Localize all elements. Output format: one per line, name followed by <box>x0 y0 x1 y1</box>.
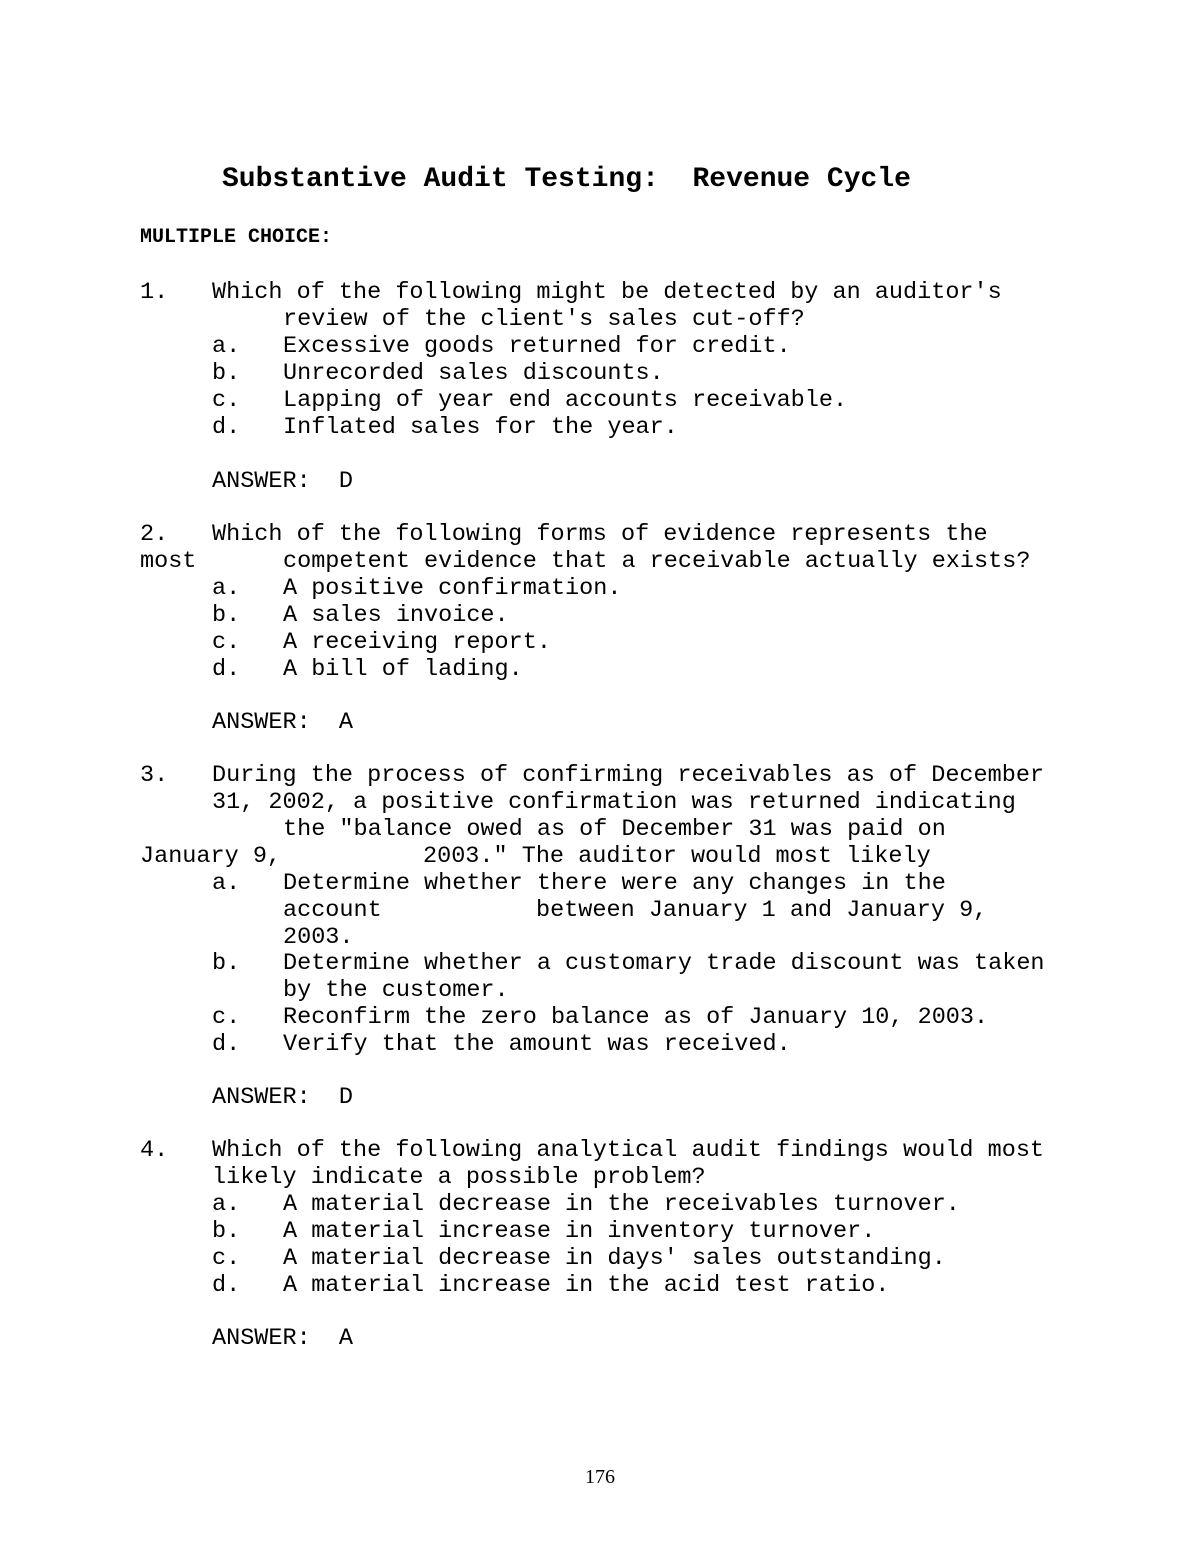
option-text: A material increase in the acid test ratio. <box>283 1272 890 1299</box>
option-letter: b. <box>212 602 241 629</box>
page-number: 176 <box>585 1466 615 1488</box>
answer-line: ANSWER: A <box>212 1325 354 1352</box>
question-stem-line: likely indicate a possible problem? <box>212 1164 706 1191</box>
option-letter: a. <box>212 1191 241 1218</box>
question-stem-line: 2003." The auditor would most likely <box>423 843 931 870</box>
option-text: Determine whether a customary trade discount was taken <box>283 950 1045 977</box>
question-stem-line: Which of the following might be detected by an auditor's <box>212 279 1002 306</box>
option-letter: b. <box>212 360 241 387</box>
option-letter: d. <box>212 656 241 683</box>
option-text: Excessive goods returned for credit. <box>283 333 791 360</box>
option-text: by the customer. <box>283 977 509 1004</box>
question-stem-line: Which of the following forms of evidence represents the <box>212 521 988 548</box>
section-heading: MULTIPLE CHOICE: <box>140 226 333 249</box>
question-stem-line: 31, 2002, a positive confirmation was returned indicating <box>212 789 1016 816</box>
option-letter: c. <box>212 1004 241 1031</box>
option-letter: d. <box>212 1272 241 1299</box>
question-stem-line: January 9, <box>140 843 282 870</box>
option-text: Inflated sales for the year. <box>283 414 678 441</box>
option-text: A material decrease in the receivables turnover. <box>283 1191 960 1218</box>
page-title: Substantive Audit Testing: Revenue Cycle <box>222 164 911 195</box>
question-stem-line: most <box>140 548 197 575</box>
option-letter: d. <box>212 1031 241 1058</box>
option-letter: b. <box>212 1218 241 1245</box>
question-number: 3. <box>140 762 169 789</box>
option-text: account <box>283 897 382 924</box>
answer-line: ANSWER: D <box>212 1084 354 1111</box>
question-number: 4. <box>140 1137 169 1164</box>
option-text: between January 1 and January 9, <box>536 897 988 924</box>
option-text: A bill of lading. <box>283 656 523 683</box>
answer-line: ANSWER: A <box>212 709 354 736</box>
option-text: Determine whether there were any changes in the <box>283 870 946 897</box>
question-stem-line: Which of the following analytical audit findings would most <box>212 1137 1045 1164</box>
option-letter: a. <box>212 575 241 602</box>
option-text: A sales invoice. <box>283 602 509 629</box>
option-letter: b. <box>212 950 241 977</box>
question-number: 1. <box>140 279 169 306</box>
option-text: A positive confirmation. <box>283 575 622 602</box>
question-number: 2. <box>140 521 169 548</box>
option-letter: d. <box>212 414 241 441</box>
answer-line: ANSWER: D <box>212 468 354 495</box>
option-letter: a. <box>212 333 241 360</box>
question-stem-line: the "balance owed as of December 31 was paid on <box>283 816 946 843</box>
option-text: Lapping of year end accounts receivable. <box>283 387 848 414</box>
question-stem-line: competent evidence that a receivable actually exists? <box>283 548 1031 575</box>
option-letter: c. <box>212 1245 241 1272</box>
option-text: 2003. <box>283 924 354 951</box>
option-text: A material increase in inventory turnover. <box>283 1218 876 1245</box>
option-text: Verify that the amount was received. <box>283 1031 791 1058</box>
question-stem-line: review of the client's sales cut-off? <box>283 306 805 333</box>
option-text: A receiving report. <box>283 629 551 656</box>
option-letter: a. <box>212 870 241 897</box>
option-letter: c. <box>212 387 241 414</box>
question-stem-line: During the process of confirming receivables as of December <box>212 762 1045 789</box>
option-letter: c. <box>212 629 241 656</box>
option-text: Unrecorded sales discounts. <box>283 360 664 387</box>
option-text: Reconfirm the zero balance as of January 10, 2003. <box>283 1004 989 1031</box>
option-text: A material decrease in days' sales outstanding. <box>283 1245 946 1272</box>
